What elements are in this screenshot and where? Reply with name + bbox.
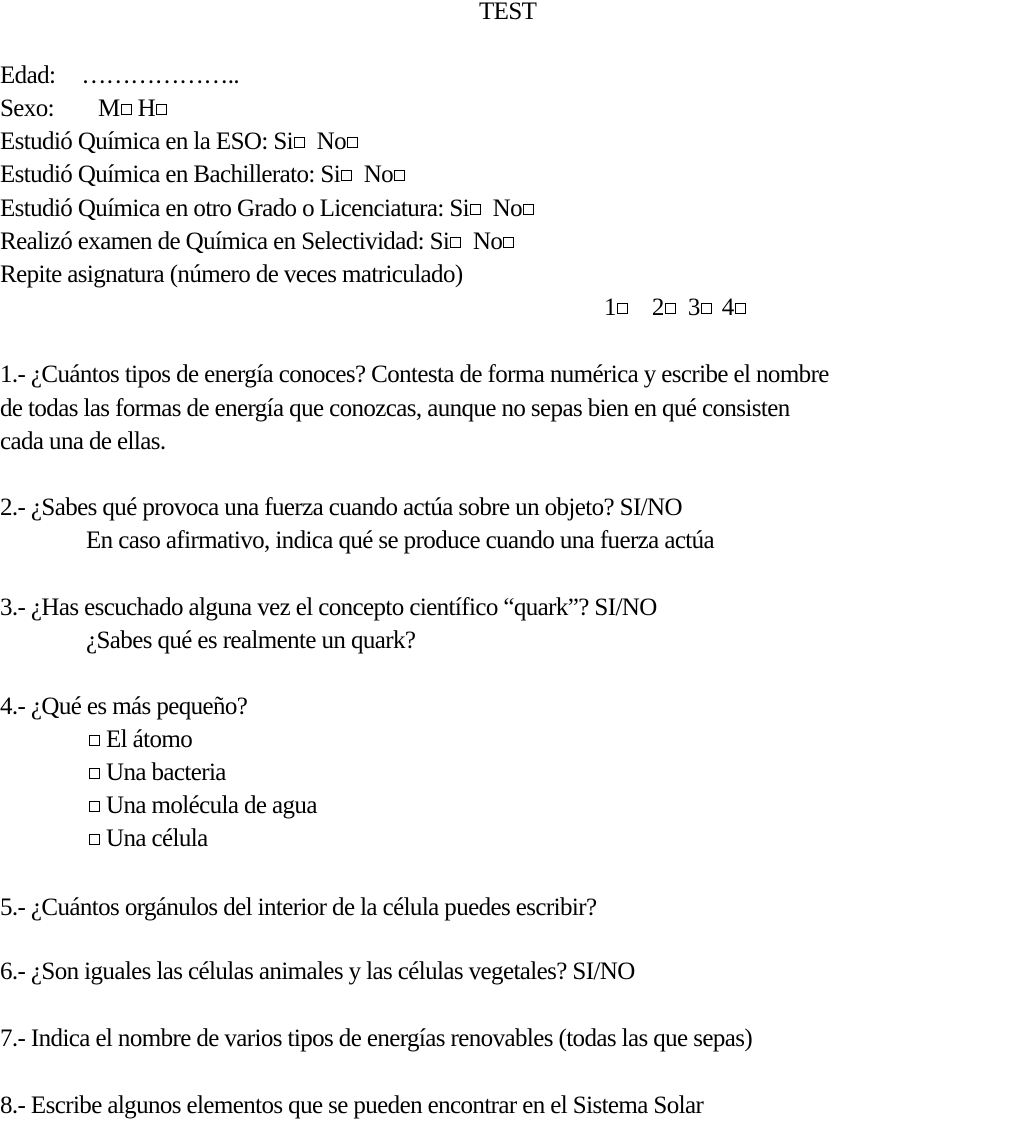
question-5: 5.- ¿Cuántos orgánulos del interior de la célula puedes escribir? [0, 894, 597, 921]
repite-option-3-label: 3 [687, 294, 700, 321]
q4-option-1-label: El átomo [106, 726, 193, 753]
eso-si-checkbox[interactable] [294, 137, 305, 148]
q4-option-1-checkbox[interactable] [89, 735, 100, 746]
q4-option-4-label: Una célula [106, 825, 208, 852]
page-title: TEST [479, 0, 537, 25]
bachillerato-label: Estudió Química en Bachillerato: Si [0, 161, 341, 188]
grado-label: Estudió Química en otro Grado o Licenciatura: Si [0, 195, 469, 222]
question-1-line-3: cada una de ellas. [0, 428, 166, 455]
sexo-h-checkbox[interactable] [156, 104, 167, 115]
repite-option-1-label: 1 [604, 294, 616, 321]
question-3-line-1: 3.- ¿Has escuchado alguna vez el concepto científico “quark”? SI/NO [0, 594, 657, 621]
grado-row [0, 194, 540, 224]
question-6: 6.- ¿Son iguales las células animales y las células vegetales? SI/NO [0, 958, 635, 985]
repite-label: Repite asignatura (número de veces matriculado) [0, 261, 463, 288]
selectividad-label: Realizó examen de Química en Selectividad: Si [0, 228, 450, 255]
grado-si-checkbox[interactable] [470, 204, 481, 215]
sexo-m-checkbox[interactable] [121, 104, 132, 115]
bachillerato-si-checkbox[interactable] [341, 170, 352, 181]
question-2-line-1: 2.- ¿Sabes qué provoca una fuerza cuando actúa sobre un objeto? SI/NO [0, 494, 682, 521]
bachillerato-row [0, 160, 411, 190]
q4-option-2-checkbox[interactable] [89, 768, 100, 779]
eso-label: Estudió Química en la ESO: Si [0, 128, 293, 155]
grado-no-label: No [492, 195, 522, 222]
repite-option-4-label: 4 [721, 294, 734, 321]
bachillerato-no-checkbox[interactable] [394, 170, 405, 181]
sexo-option-h-label: H [137, 95, 156, 122]
sexo-row [0, 94, 173, 124]
repite-1-checkbox[interactable] [617, 303, 628, 314]
question-4-line-1: 4.- ¿Qué es más pequeño? [0, 693, 248, 720]
eso-no-label: No [316, 128, 347, 155]
edad-row [0, 61, 239, 91]
selectividad-row [0, 227, 520, 257]
question-4-option-4 [88, 824, 208, 854]
repite-4-checkbox[interactable] [735, 303, 746, 314]
repite-options [604, 293, 752, 323]
eso-row [0, 127, 364, 157]
question-1-line-1: 1.- ¿Cuántos tipos de energía conoces? Contesta de forma numérica y escribe el nombre [0, 361, 829, 388]
repite-3-checkbox[interactable] [701, 303, 712, 314]
question-8: 8.- Escribe algunos elementos que se pueden encontrar en el Sistema Solar [0, 1092, 704, 1119]
question-2-line-2: En caso afirmativo, indica qué se produce cuando una fuerza actúa [86, 527, 715, 554]
eso-no-checkbox[interactable] [347, 137, 358, 148]
question-1-line-2: de todas las formas de energía que conozcas, aunque no sepas bien en qué consisten [0, 395, 790, 422]
selectividad-no-label: No [472, 228, 503, 255]
q4-option-4-checkbox[interactable] [89, 834, 100, 845]
question-4-option-2 [88, 758, 226, 788]
sexo-option-m-label: M [97, 95, 120, 122]
selectividad-no-checkbox[interactable] [503, 237, 514, 248]
q4-option-3-checkbox[interactable] [89, 801, 100, 812]
edad-label: Edad: [0, 62, 56, 89]
edad-blank[interactable]: ……………….. [81, 62, 240, 89]
bachillerato-no-label: No [363, 161, 394, 188]
grado-no-checkbox[interactable] [523, 204, 534, 215]
question-3-line-2: ¿Sabes qué es realmente un quark? [86, 627, 416, 654]
repite-2-checkbox[interactable] [665, 303, 676, 314]
question-4-option-3 [88, 791, 317, 821]
q4-option-3-label: Una molécula de agua [106, 792, 317, 819]
question-4-option-1 [88, 725, 192, 755]
q4-option-2-label: Una bacteria [106, 759, 226, 786]
question-7: 7.- Indica el nombre de varios tipos de energías renovables (todas las que sepas) [0, 1025, 753, 1052]
repite-option-2-label: 2 [651, 294, 664, 321]
sexo-label: Sexo: [0, 95, 54, 122]
selectividad-si-checkbox[interactable] [450, 237, 461, 248]
